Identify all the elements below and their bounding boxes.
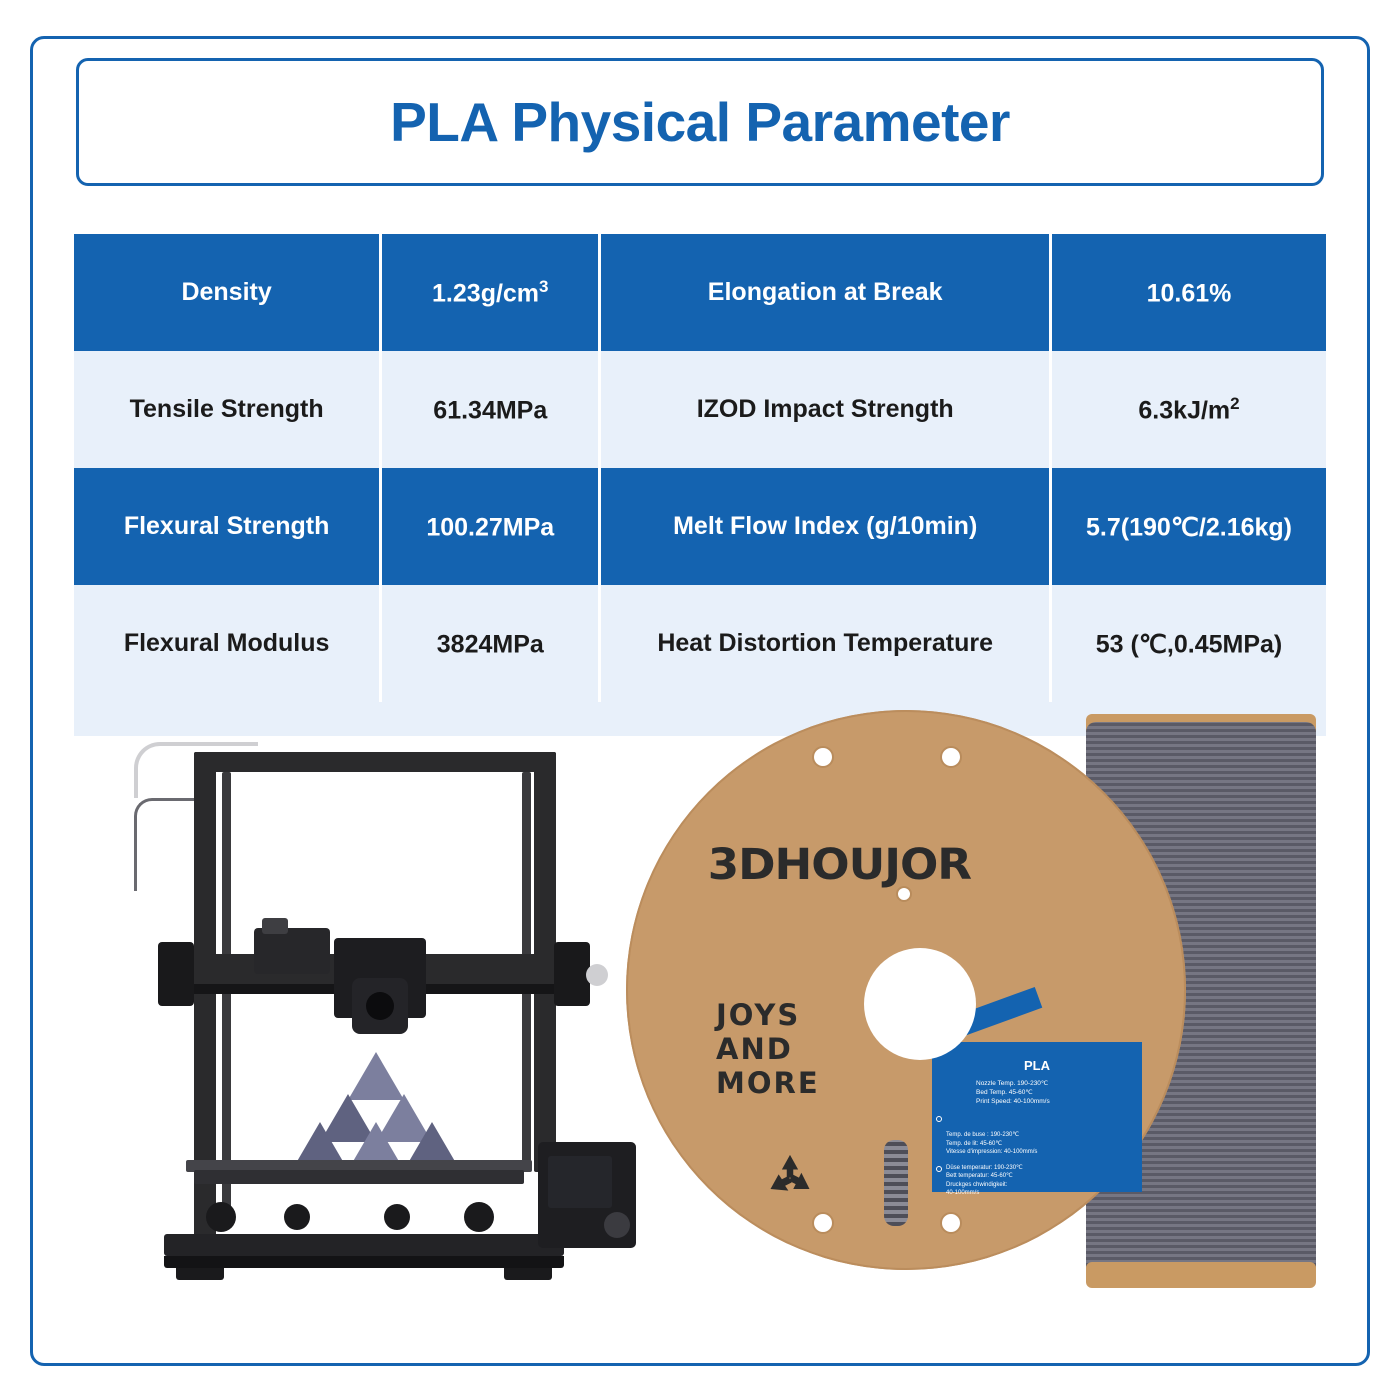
spool-hole <box>940 746 962 768</box>
spool-side-disc <box>626 710 1186 1270</box>
product-image-area <box>74 702 1326 1302</box>
printer-extruder <box>254 928 330 974</box>
spool-hole <box>812 746 834 768</box>
param-label: Elongation at Break <box>600 234 1051 351</box>
brand-logo-text: 3DHOUJOR <box>707 840 972 890</box>
param-label: Tensile Strength <box>74 351 381 468</box>
tagline-line-1: JOYS <box>716 998 801 1032</box>
param-label: Density <box>74 234 381 351</box>
param-value <box>381 585 600 702</box>
param-value <box>381 351 600 468</box>
spool-hole <box>940 1212 962 1234</box>
tagline-line-3: MORE <box>716 1066 820 1100</box>
spool-rim-bottom <box>1086 1262 1316 1288</box>
param-value-text: 100.27MPa <box>426 513 555 542</box>
printer-gantry-cap-left <box>158 942 194 1006</box>
tagline-line-2: AND <box>716 1032 793 1066</box>
3d-printer-illustration <box>134 742 614 1302</box>
label-spec-de <box>946 1164 1142 1198</box>
param-value-text: 53 (℃,0.45MPa) <box>1095 630 1283 659</box>
printer-extruder-motor <box>262 918 288 934</box>
param-value-text: 1.23g/cm <box>432 279 540 308</box>
spool-tagline <box>716 998 820 1100</box>
param-value-superscript: 3 <box>539 276 549 296</box>
table-row <box>74 585 1326 702</box>
filament-end-strand <box>884 1140 908 1226</box>
param-value <box>1051 234 1326 351</box>
label-spec-en: Nozzle Temp. 190-230℃ Bed Temp. 45-60℃ Print Speed: 40-100mm/s <box>976 1080 1050 1105</box>
param-value-superscript: 2 <box>1230 393 1240 413</box>
printer-foot <box>176 1268 224 1280</box>
label-spec-de-text: Düse temperatur: 190-230℃ Bett temperatur: 45-60℃ Druckges chwindigkeit: 40-100mm/s <box>946 1164 1023 1196</box>
param-value-text: 3824MPa <box>436 630 544 659</box>
param-label: Flexural Strength <box>74 468 381 585</box>
page-title: PLA Physical Parameter <box>390 91 1010 153</box>
poster-content <box>30 58 1370 1302</box>
printer-wheel <box>284 1204 310 1230</box>
param-label: Heat Distortion Temperature <box>600 585 1051 702</box>
printer-fan-hub <box>366 992 394 1020</box>
param-value <box>1051 585 1326 702</box>
printer-base <box>164 1234 564 1256</box>
printer-foot <box>504 1268 552 1280</box>
label-material-name: PLA <box>1024 1058 1050 1073</box>
label-spec-fr <box>946 1114 1142 1157</box>
printer-bed-plate <box>194 1170 524 1184</box>
printer-wheel <box>464 1202 494 1232</box>
table-row <box>74 351 1326 468</box>
model-triangle <box>348 1052 404 1100</box>
spool-center-hub <box>864 948 976 1060</box>
table-row <box>74 234 1326 351</box>
label-spec-fr-text: Temp. de buse : 190-230℃ Temp. de lit: 45-60℃ Vitesse d'impression: 40-100mm/s <box>946 1132 1038 1155</box>
printer-base-shadow <box>164 1256 564 1268</box>
printer-frame-top <box>194 752 556 772</box>
filament-spool-illustration <box>626 710 1326 1292</box>
param-value <box>381 234 600 351</box>
param-value-text: 61.34MPa <box>433 396 548 425</box>
param-value <box>1051 351 1326 468</box>
recycle-icon <box>764 1150 816 1202</box>
param-label: IZOD Impact Strength <box>600 351 1051 468</box>
printer-tension-knob <box>586 964 608 986</box>
bullet-icon <box>936 1116 942 1122</box>
printer-wheel <box>384 1204 410 1230</box>
printer-frame-left-inner <box>222 772 231 1227</box>
spool-hole <box>812 1212 834 1234</box>
param-label: Melt Flow Index (g/10min) <box>600 468 1051 585</box>
spool-spec-label <box>932 1042 1142 1196</box>
param-value-text: 6.3kJ/m <box>1138 396 1231 425</box>
param-value-text: 10.61% <box>1146 279 1232 308</box>
bullet-icon <box>936 1166 942 1172</box>
printer-gantry-cap-right <box>554 942 590 1006</box>
table-row <box>74 468 1326 585</box>
printed-model <box>292 1052 462 1170</box>
physical-parameter-table <box>74 234 1326 702</box>
param-value <box>381 468 600 585</box>
title-box <box>76 58 1324 186</box>
param-label: Flexural Modulus <box>74 585 381 702</box>
printer-wheel <box>206 1202 236 1232</box>
param-value <box>1051 468 1326 585</box>
printer-screen-display <box>548 1156 612 1208</box>
param-value-text: 5.7(190℃/2.16kg) <box>1086 513 1293 542</box>
